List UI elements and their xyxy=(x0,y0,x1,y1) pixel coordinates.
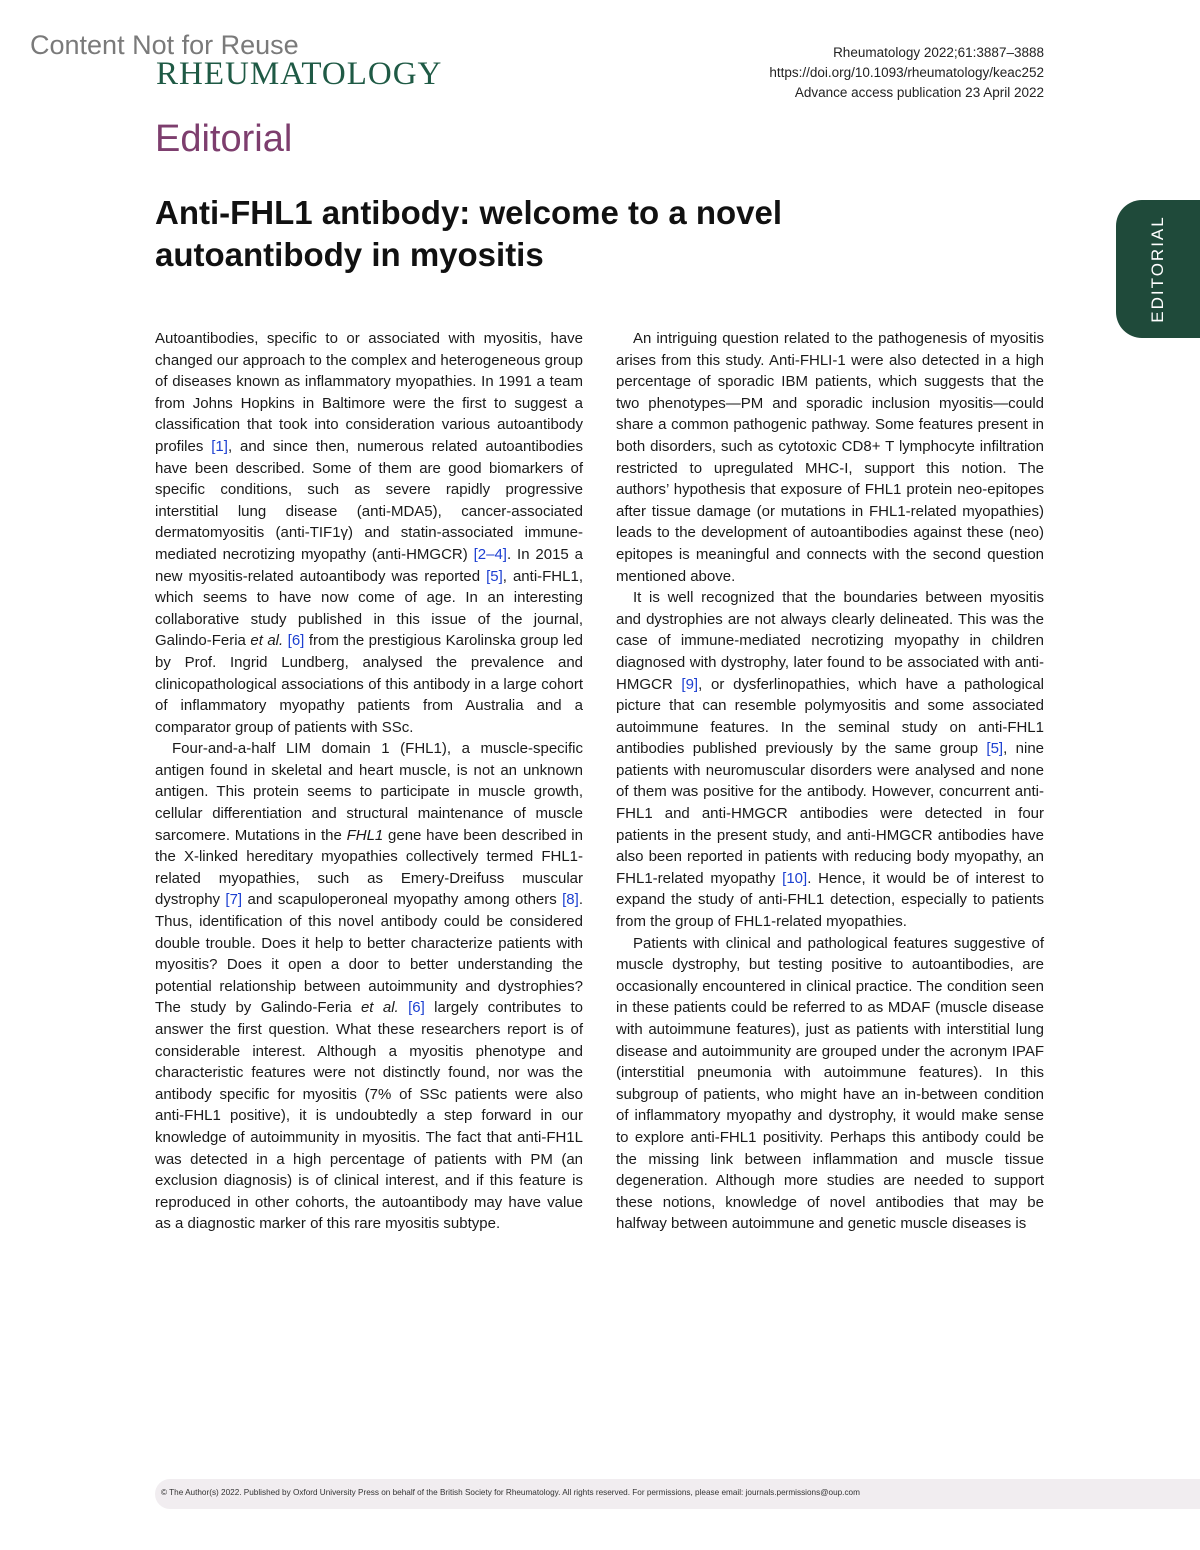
reference-link[interactable]: [2–4] xyxy=(473,545,507,563)
text-run: Four-and-a-half LIM domain 1 (FHL1), a muscle-specific antigen found in skeletal and heart muscle, is not an unknown antigen. This protein seems to participate in muscle growth, cellular differentiation and structural maintenance of muscle sarcomere. Mutations in the xyxy=(155,740,583,844)
text-run: from the prestigious Karolinska group led by Prof. Ingrid Lundberg, analysed the prevalence and clinicopathological associations of this antibody in a large cohort of inflammatory myopathy patients from Australia and a comparator group of patients with SSc. xyxy=(155,632,584,736)
et-al: et al. xyxy=(360,999,399,1017)
reference-link[interactable]: [6] xyxy=(287,632,305,650)
paragraph: Patients with clinical and pathological features suggestive of muscle dystrophy, but testing positive to autoantibodies, are occasionally encountered in clinical practice. The condition seen in these patients could be referred to as MDAF (muscle disease with autoimmune features), just as patients with interstitial lung disease and autoimmunity are grouped under the acronym IPAF (interstitial pneumonia with autoimmune features). In this subgroup of patients, who might have an in-between condition of inflammatory myopathy and dystrophy, it would make sense to explore anti-FHL1 positivity. Perhaps this antibody could be the missing link between inflammation and muscle tissue degeneration. Although more studies are needed to support these notions, knowledge of novel antibodies that may be halfway between autoimmune and genetic muscle diseases is xyxy=(616,934,1044,1233)
text-run: . In 2015 a new myositis-related autoantibody was reported xyxy=(155,545,583,585)
text-run: . Thus, identification of this novel antibody could be considered double trouble. Does it help to better characterize patients with myositis? Does it open a door to better understanding the potential relationship between autoimmunity and dystrophies? The study by Galindo-Feria xyxy=(155,891,583,1017)
article-title: Anti-FHL1 antibody: welcome to a novel autoantibody in myositis xyxy=(155,194,783,273)
gene-name: FHL1 xyxy=(346,826,384,844)
text-run: , or dysferlinopathies, which have a pathological picture that can resemble polymyositis and some associated autoimmune features. In the seminal study on anti-FHL1 antibodies published previously by the same group xyxy=(616,675,1045,758)
text-run: , nine patients with neuromuscular disorders were analysed and none of them was positive for the antibody. However, concurrent anti-FHL1 and anti-HMGCR antibodies were detected in four patients in the present study, and anti-HMGCR antibodies have also been reported in patients with reducing body myopathy, an FHL1-related myopathy xyxy=(616,740,1044,887)
reference-link[interactable]: [5] xyxy=(986,740,1004,758)
side-tab-label: EDITORIAL xyxy=(1148,215,1167,323)
reference-link[interactable]: [9] xyxy=(681,675,699,693)
side-tab xyxy=(1116,200,1200,338)
section-label: Editorial xyxy=(155,118,293,160)
text-run: gene have been described in the X-linked hereditary myopathies collectively termed FHL1-related myopathies, such as Emery-Dreifuss muscular dystrophy xyxy=(155,826,583,909)
paragraph xyxy=(155,328,583,738)
text-run: Autoantibodies, specific to or associated with myositis, have changed our approach to the complex and heterogeneous group of diseases known as inflammatory myopathies. In 1991 a team from Johns Hopkins in Baltimore were the first to suggest a classification that took into consideration various autoantibody profiles xyxy=(155,330,583,455)
paragraph xyxy=(616,587,1044,933)
article-metadata xyxy=(769,43,1044,103)
reference-link[interactable]: [7] xyxy=(225,891,243,909)
reference-link[interactable]: [1] xyxy=(211,437,228,455)
paragraph: An intriguing question related to the pathogenesis of myositis arises from this study. Anti-FHLI-1 were also detected in a high percentage of sporadic IBM patients, which suggests that the two phenotypes—PM and sporadic inclusion myositis—could share a common pathogenic pathway. Some features present in both disorders, such as cytotoxic CD8+ T lymphocyte infiltration restricted to upregulated MHC-I, support this notion. The authors’ hypothesis that exposure of FHL1 protein neo-epitopes after tissue damage (or mutations in FHL1-related myopathies) leads to the development of autoantibodies against these (neo) epitopes is meaningful and connects with the second question mentioned above. xyxy=(616,330,1044,585)
text-run: , anti-FHL1, which seems to have now come of age. In an interesting collaborative study published in this issue of the journal, Galindo-Feria xyxy=(155,567,583,650)
doi-link[interactable]: https://doi.org/10.1093/rheumatology/keac252 xyxy=(769,65,1044,80)
text-run: and scapuloperoneal myopathy among others xyxy=(242,891,563,909)
left-column xyxy=(155,328,583,1235)
right-column xyxy=(616,328,1044,1235)
reference-link[interactable]: [8] xyxy=(562,891,579,909)
advance-access: Advance access publication 23 April 2022 xyxy=(794,85,1044,100)
reference-link[interactable]: [10] xyxy=(782,869,808,887)
et-al: et al. xyxy=(250,632,284,650)
reference-link[interactable]: [6] xyxy=(408,999,425,1017)
paragraph xyxy=(155,738,583,1235)
copyright-footer xyxy=(155,1479,1200,1509)
reference-link[interactable]: [5] xyxy=(486,567,503,585)
text-run: It is well recognized that the boundaries between myositis and dystrophies are not always clearly delineated. This was the case of immune-mediated necrotizing myopathy in children diagnosed with dystrophy, later found to be associated with anti-HMGCR xyxy=(616,589,1044,693)
citation: Rheumatology 2022;61:3887–3888 xyxy=(833,45,1044,60)
copyright-text: © The Author(s) 2022. Published by Oxford University Press on behalf of the British Society for Rheumatology. All rights reserved. For permissions, please email: journals.permissions@oup.com xyxy=(161,1488,860,1497)
text-run: , and since then, numerous related autoantibodies have been described. Some of them are good biomarkers of specific conditions, such as severe rapidly progressive interstitial lung disease (anti-MDA5), cancer-associated dermatomyositis (anti-TIF1γ) and statin-associated immune-mediated necrotizing myopathy (anti-HMGCR) xyxy=(155,437,583,563)
text-run: . Hence, it would be of interest to expand the study of anti-FHL1 detection, especially to patients from the group of FHL1-related myopathies. xyxy=(616,869,1045,931)
text-run: largely contributes to answer the first question. What these researchers report is of considerable interest. Although a myositis phenotype and characteristic features were not distinctly found, nor was the antibody specific for myositis (7% of SSc patients were also anti-FHL1 positive), it is undoubtedly a step forward in our knowledge of autoimmunity in myositis. The fact that anti-FH1L was detected in a high percentage of patients with PM (an exclusion diagnosis) is of clinical interest, and if this feature is reproduced in other cohorts, the autoantibody may have value as a diagnostic marker of this rare myositis subtype. xyxy=(155,999,584,1233)
watermark: Content Not for Reuse xyxy=(30,30,299,60)
journal-logo: RHEUMATOLOGY xyxy=(156,56,443,92)
